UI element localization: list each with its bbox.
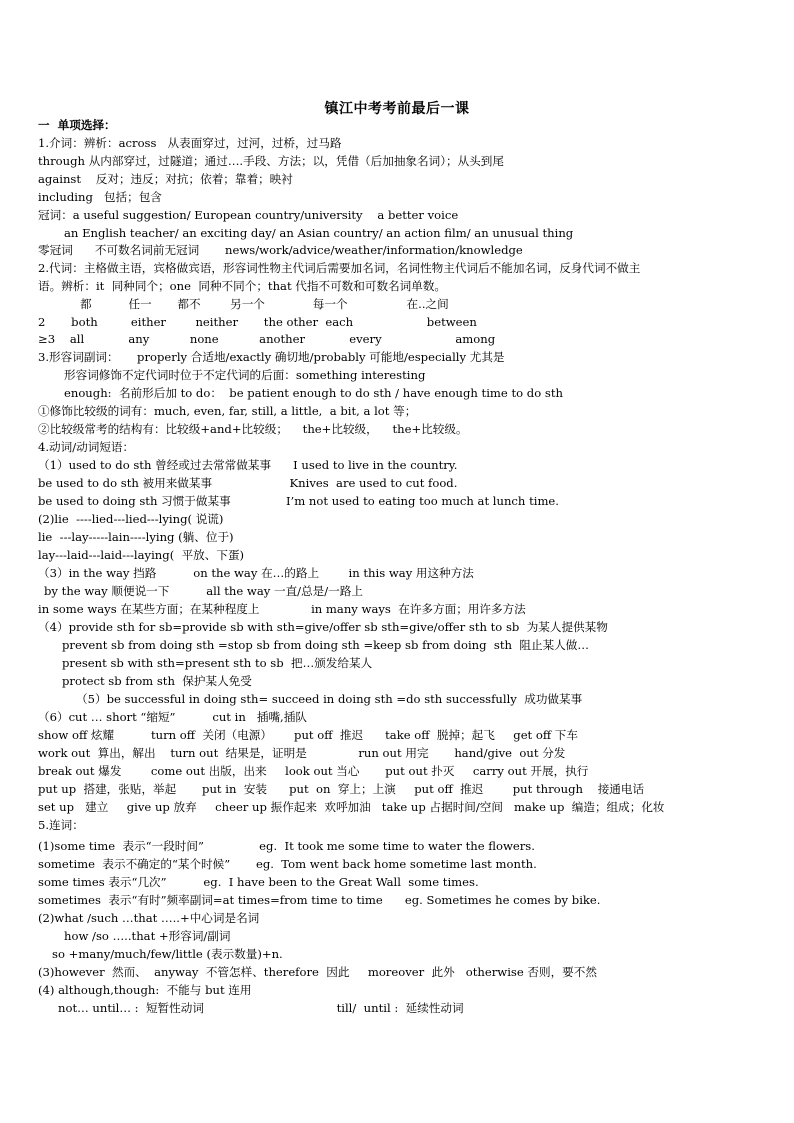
text-line: how /so …..that +形容词/副词 xyxy=(64,929,231,943)
text-line: by the way 顺便说一下 all the way 一直/总是/一路上 xyxy=(44,584,363,598)
text-line: ②比较级常考的结构有：比较级+and+比较级； the+比较级， the+比较级。 xyxy=(38,422,468,436)
text-line: 5.连词： xyxy=(38,818,84,832)
text-line: enough: 名前形后加 to do： be patient enough to do sth / have enough time to do sth xyxy=(64,386,563,400)
text-line: ≥3 all any none another every among xyxy=(38,332,496,346)
text-line: set up 建立 give up 放弃 cheer up 振作起来 欢呼加油 take up 占据时间/空间 make up 编造；组成；化妆 xyxy=(38,800,665,814)
text-line: lay---laid---laid---laying( 平放、下蛋) xyxy=(38,548,245,562)
text-line: 4.动词/动词短语： xyxy=(38,440,135,454)
text-line: break out 爆发 come out 出版，出来 look out 当心 put out 扑灭 carry out 开展，执行 xyxy=(38,764,589,778)
text-line: (3)however 然而、 anyway 不管怎样、therefore 因此 moreover 此外 otherwise 否则，要不然 xyxy=(38,965,597,979)
text-line: 1.介词：辨析：across 从表面穿过，过河，过桥，过马路 xyxy=(38,136,342,150)
text-line: 零冠词 不可数名词前无冠词 news/work/advice/weather/information/knowledge xyxy=(38,243,523,257)
text-line: （6）cut … short “缩短” cut in 插嘴,插队 xyxy=(38,710,307,724)
text-line: ①修饰比较级的词有：much, even, far, still, a little, a bit, a lot 等； xyxy=(38,404,417,418)
text-line: prevent sb from doing sth =stop sb from doing sth =keep sb from doing sth 阻止某人做… xyxy=(62,638,589,652)
text-line: 语。辨析：it 同种同个；one 同种不同个；that 代指不可数和可数名词单数。 xyxy=(38,279,447,293)
text-line: 2.代词：主格做主语，宾格做宾语，形容词性物主代词后需要加名词，名词性物主代词后不能加名词，反身代词不做主 xyxy=(38,261,641,275)
text-line: not… until… : 短暂性动词 till/ until : 延续性动词 xyxy=(58,1001,464,1015)
text-line: 2 both either neither the other each between xyxy=(38,315,477,329)
text-line: lie ---lay-----lain----lying (躺、位于) xyxy=(38,530,234,544)
text-line: so +many/much/few/little (表示数量)+n. xyxy=(52,947,283,961)
text-line: 形容词修饰不定代词时位于不定代词的后面：something interesting xyxy=(64,368,426,382)
text-line: (4) although,though: 不能与 but 连用 xyxy=(38,983,252,997)
text-line: through 从内部穿过，过隧道；通过….手段、方法；以，凭借（后加抽象名词）；从头到尾 xyxy=(38,154,504,168)
text-line: show off 炫耀 turn off 关闭（电源） put off 推迟 take off 脱掉；起飞 get off 下车 xyxy=(38,728,578,742)
text-line: sometime 表示不确定的“某个时候” eg. Tom went back home sometime last month. xyxy=(38,857,537,871)
text-line: （4）provide sth for sb=provide sb with sth=give/offer sb sth=give/offer sth to sb 为某人提供某物 xyxy=(38,620,608,634)
page-title: 镇江中考考前最后一课 xyxy=(324,101,470,117)
text-line: present sb with sth=present sth to sb 把…颁发给某人 xyxy=(62,656,373,670)
text-line: against 反对；违反；对抗；依着；靠着；映衬 xyxy=(38,172,293,186)
text-line: 一 单项选择： xyxy=(38,118,116,132)
text-line: work out 算出，解出 turn out 结果是，证明是 run out 用完 hand/give out 分发 xyxy=(38,746,566,760)
text-line: put up 搭建，张贴，举起 put in 安装 put on 穿上；上演 put off 推迟 put through 接通电话 xyxy=(38,782,645,796)
text-line: (2)lie ----lied---lied---lying( 说谎) xyxy=(38,512,224,526)
text-line: including 包括；包含 xyxy=(38,190,162,204)
text-line: be used to doing sth 习惯于做某事 I’m not used to eating too much at lunch time. xyxy=(38,494,559,508)
text-line: an English teacher/ an exciting day/ an Asian country/ an action film/ an unusual thing xyxy=(64,226,574,240)
text-line: 3.形容词副词： properly 合适地/exactly 确切地/probably 可能地/especially 尤其是 xyxy=(38,350,505,364)
text-line: sometimes 表示“有时”频率副词=at times=from time to time eg. Sometimes he comes by bike. xyxy=(38,893,601,907)
text-line: in some ways 在某些方面；在某种程度上 in many ways 在许多方面；用许多方法 xyxy=(38,602,526,616)
text-line: some times 表示“几次” eg. I have been to the Great Wall some times. xyxy=(38,875,479,889)
text-line: (1)some time 表示“一段时间” eg. It took me some time to water the flowers. xyxy=(38,839,535,853)
text-line: protect sb from sth 保护某人免受 xyxy=(62,674,252,688)
text-line: （3）in the way 挡路 on the way 在…的路上 in this way 用这种方法 xyxy=(38,566,474,580)
text-line: 都 任一 都不 另一个 每一个 在..之间 xyxy=(80,297,449,311)
text-line: (2)what /such …that …..+中心词是名词 xyxy=(38,911,260,925)
text-line: be used to do sth 被用来做某事 Knives are used to cut food. xyxy=(38,476,458,490)
text-line: （1）used to do sth 曾经或过去常常做某事 I used to live in the country. xyxy=(38,458,458,472)
text-line: 冠词：a useful suggestion/ European country/university a better voice xyxy=(38,208,459,222)
text-line: （5）be successful in doing sth= succeed in doing sth =do sth successfully 成功做某事 xyxy=(76,692,583,706)
